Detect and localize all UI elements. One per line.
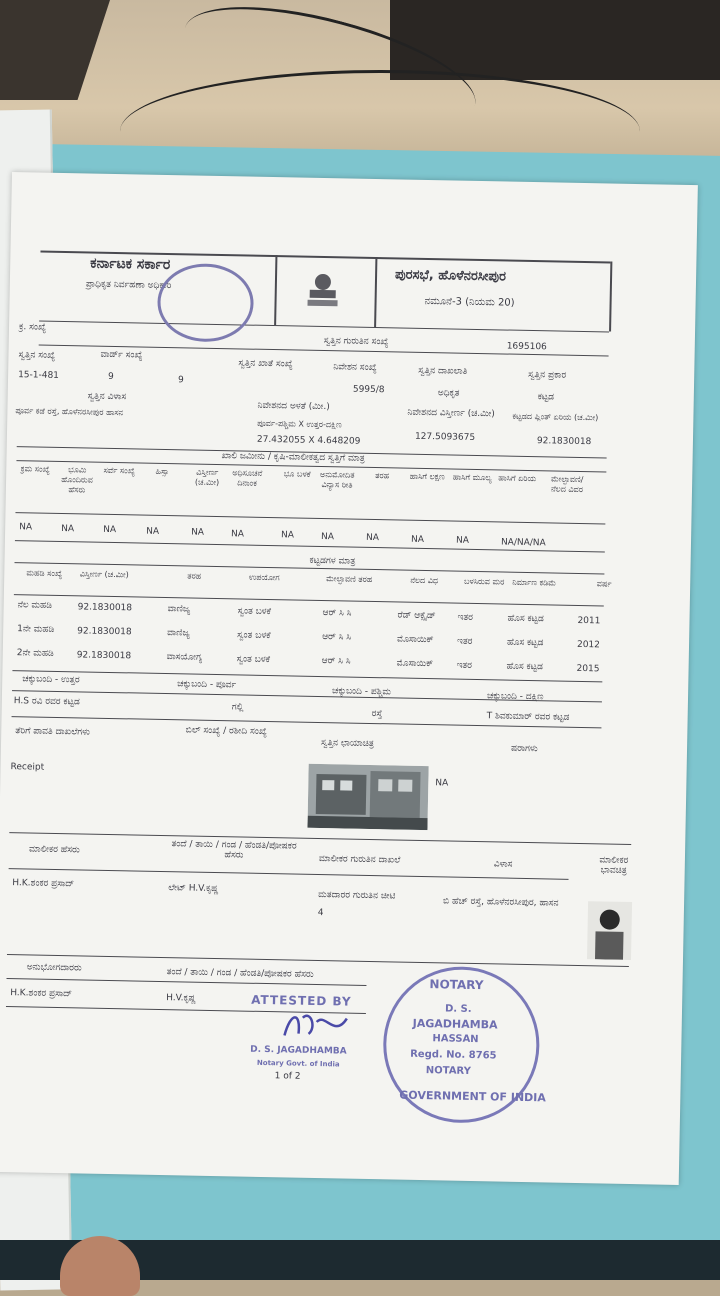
west-label: ಚಕ್ಕುಬಂದಿ - ಪಶ್ಚಿಮ (331, 686, 392, 698)
land-cell: NA (410, 534, 425, 545)
building-cell: ಆರ್ ಸಿ ಸಿ (322, 632, 352, 643)
signer-stamp: D. S. JAGADHAMBA (250, 1044, 347, 1057)
land-cell: NA (230, 528, 245, 540)
site-area-label: ನಿವೇಶನದ ವಿಸ್ತೀರ್ಣ (ಚ.ಮೀ) (407, 407, 495, 420)
owner-voter-label: ಮತದಾರರ ಗುರುತಿನ ಚೀಟಿ (318, 890, 396, 902)
property-photo-label: ಸ್ವತ್ತಿನ ಛಾಯಾಚಿತ್ರ (320, 738, 375, 750)
building-cell: 1ನೇ ಮಹಡಿ (17, 624, 55, 635)
land-cell: NA (320, 531, 335, 542)
owner-photo (587, 901, 632, 960)
owner-name: H.K.ಶಂಕರ ಪ್ರಸಾದ್ (12, 878, 75, 890)
dims-value: 27.432055 X 4.648209 (256, 434, 361, 447)
building-header-cell: ಉಪಯೋಗ (248, 572, 280, 583)
land-cell: NA (19, 522, 33, 533)
owner-address: ಬಿ ಹೆಚ್ ರಸ್ತೆ, ಹೊಳೆನರಸೀಪುರ, ಹಾಸನ (442, 896, 559, 909)
property-id: 1695106 (506, 341, 547, 353)
building-header-cell: ವರ್ಷ (596, 579, 612, 589)
sl-label: ಕ್ರ. ಸಂಖ್ಯೆ (18, 322, 47, 333)
seal-reg: Regd. No. 8765 (410, 1048, 497, 1062)
occupant-label: ಅನುಭೋಗದಾರರು (26, 962, 82, 974)
west-value: ರಸ್ತೆ (371, 709, 383, 720)
building-header-cell: ಮಹಡಿ ಸಂಖ್ಯೆ (26, 568, 63, 579)
building-cell: ಹೊಸ ಕಟ್ಟಡ (506, 637, 544, 649)
ward-value: 9 (107, 371, 114, 382)
building-cell: ಆರ್ ಸಿ ಸಿ (322, 608, 352, 619)
south-label: ಚಕ್ಕುಬಂದಿ - ದಕ್ಷಿಣ (486, 691, 544, 703)
attested-stamp: ATTESTED BY (251, 992, 352, 1009)
land-header-cell: ಭೂ ಬಳಕೆ (283, 469, 311, 479)
building-header-cell: ವಿಸ್ತೀರ್ಣ (ಚ.ಮೀ) (79, 569, 129, 580)
land-section-title: ಖಾಲಿ ಜಮೀನು / ಕೃಷಿ-ಮಾಲೀಕತ್ವದ ಸ್ವತ್ತಿಗೆ ಮಾತ್ರ (221, 451, 365, 464)
north-label: ಚಕ್ಕುಬಂದಿ - ಉತ್ತರ (22, 674, 80, 686)
remarks-label: ಷರಾಗಳು (510, 743, 538, 755)
land-header-cell: ಅನುಮೋದಿತ ವಿನ್ಯಾಸ ರೀತಿ (319, 469, 355, 490)
building-cell: 2011 (577, 615, 601, 627)
land-header-cell: ಹಾಸಿಗೆ ಮೂಲ್ಯ (452, 472, 492, 483)
address-label: ಸ್ವತ್ತಿನ ವಿಳಾಸ (87, 391, 127, 403)
east-value: ಗಲ್ಲಿ (231, 702, 244, 713)
survey-label: ನಿವೇಶನ ಸಂಖ್ಯೆ (333, 362, 377, 374)
building-cell: ವಾಣಿಜ್ಯ (167, 628, 190, 639)
building-header-cell: ತರಹ (187, 571, 202, 581)
land-cell: NA (280, 530, 295, 541)
seal-notary: NOTARY (425, 1065, 471, 1077)
seal-name1: D. S. (444, 1003, 472, 1015)
building-cell: ಇತರ (457, 612, 474, 623)
remarks-value: NA (435, 778, 449, 789)
site-area-value: 127.5093675 (414, 431, 476, 443)
occupant-name: H.K.ಶಂಕರ ಪ್ರಸಾದ್ (10, 988, 73, 1000)
land-header-cell: ಭೂಮಿ ಹೊಂದಿರುವ ಹೆಸರು (61, 465, 93, 495)
occupant-relation: H.V.ಕೃಷ್ಣ (166, 993, 197, 1004)
building-cell: ಇತರ (456, 660, 473, 671)
khata-label: ಸ್ವತ್ತಿನ ಖಾತೆ ಸಂಖ್ಯೆ (238, 358, 293, 370)
page-number: 1 of 2 (274, 1071, 301, 1082)
property-no-label: ಸ್ವತ್ತಿನ ಸಂಖ್ಯೆ (18, 350, 56, 361)
land-header-cell: ವಿಸ್ತೀರ್ಣ (ಚ.ಮೀ) (194, 467, 220, 488)
land-cell: NA (103, 524, 117, 536)
municipality-title: ಪುರಸಭೆ, ಹೊಳೆನರಸೀಪುರ (394, 267, 507, 285)
owner-relation-label: ತಂದೆ / ತಾಯಿ / ಗಂಡ / ಹೆಂಡತಿ/ಪೋಷಕರ ಹೆಸರು (171, 839, 297, 861)
building-header-cell: ನಿರ್ಮಾಣ ಕಡಿಮೆ (512, 577, 557, 588)
form-number: ನಮೂನೆ-3 (ನಿಯಮ 20) (424, 295, 515, 309)
building-cell: ನೆಲ ಮಹಡಿ (17, 600, 53, 611)
east-label: ಚಕ್ಕುಬಂದಿ - ಪೂರ್ವ (177, 679, 237, 691)
receipt-value: Receipt (10, 762, 45, 773)
building-cell: ಹೊಸ ಕಟ್ಟಡ (507, 613, 544, 625)
land-header-cell: ಸರ್ವೆ ಸಂಖ್ಯೆ (103, 465, 136, 476)
receipt-label: ಬಿಲ್ ಸಂಖ್ಯೆ / ರಶೀದಿ ಸಂಖ್ಯೆ (185, 725, 268, 737)
survey-value: 5995/8 (352, 384, 385, 396)
building-cell: 2ನೇ ಮಹಡಿ (16, 648, 54, 659)
south-value: T ಶಿವಕುಮಾರ್ ರವರ ಕಟ್ಟಡ (486, 711, 570, 723)
building-cell: ರೆಡ್ ಆಕ್ಸೈಡ್ (397, 610, 436, 622)
building-cell: ಮೊಸಾಯಿಕ್ (397, 634, 434, 646)
owner-name-label: ಮಾಲೀಕರ ಹೆಸರು (28, 844, 80, 856)
emblem-icon (297, 264, 348, 313)
owner-id-label: ಮಾಲೀಕರ ಗುರುತಿನ ದಾಖಲೆ (318, 854, 401, 866)
dims-label: ನಿವೇಶನದ ಅಳತೆ (ಮೀ.) (257, 400, 330, 413)
tax-docs-label: ತೆರಿಗೆ ಪಾವತಿ ದಾಖಲೆಗಳು (15, 726, 91, 738)
type-label: ಸ್ವತ್ತಿನ ಪ್ರಕಾರ (528, 369, 567, 381)
north-value: H.S ರವಿ ರವರ ಕಟ್ಟಡ (13, 696, 80, 708)
building-cell: ವಾಣಿಜ್ಯ (167, 604, 191, 615)
seal-top-text: NOTARY (429, 977, 484, 993)
building-cell: ಸ್ವಂತ ಬಳಕೆ (237, 606, 272, 617)
building-cell: ಇತರ (456, 636, 473, 647)
owner-photo-label: ಮಾಲೀಕರ ಭಾವಚಿತ್ರ (599, 855, 629, 876)
building-cell: 92.1830018 (77, 625, 132, 637)
built-area-label: ಕಟ್ಟಡದ ಪ್ಲಿಂತ್ ಏರಿಯ (ಚ.ಮೀ) (512, 411, 599, 423)
building-cell: ವಾಸಯೋಗ್ಯ (166, 652, 203, 663)
land-cell: NA (61, 523, 75, 534)
property-photo (307, 764, 428, 830)
status-label: ಸ್ವತ್ತಿನ ದಾಖಲಾತಿ (418, 365, 468, 377)
property-form (10, 251, 670, 1105)
land-header-cell: ಮೇಲ್ಛಾವಣಿ/ನೆಲದ ವಿವರ (550, 474, 584, 495)
land-header-cell: ಅಧಿಸೂಚನೆ ದಿನಾಂಕ (232, 468, 263, 488)
land-header-cell: ಕ್ರಮ ಸಂಖ್ಯೆ (20, 464, 50, 474)
building-cell: ಆರ್ ಸಿ ಸಿ (321, 656, 351, 667)
status-value: ಅಧಿಕೃತ (437, 388, 460, 399)
building-cell: ಸ್ವಂತ ಬಳಕೆ (236, 654, 271, 665)
land-cell: NA (455, 535, 469, 546)
built-area-value: 92.1830018 (536, 436, 592, 448)
signature (280, 1007, 351, 1042)
land-header-cell: ತರಹ (375, 471, 390, 481)
address-value: ಪೂರ್ವ ಕಡೆ ರಸ್ತೆ, ಹೊಳೆನರಸೀಪುರ ಹಾಸನ (15, 406, 124, 418)
building-header-cell: ಬಳಸಿರುವ ಮರ (463, 576, 505, 587)
building-header-cell: ಮೇಲ್ಛಾವಣಿ ತರಹ (326, 574, 373, 584)
land-header-cell: ಹಾಸಿಗೆ ಏರಿಯ (498, 473, 537, 484)
desk-object-left (0, 0, 110, 100)
type-value: ಕಟ್ಟಡ (537, 392, 555, 403)
building-cell: 92.1830018 (76, 649, 132, 661)
govt-title: ಕರ್ನಾಟಕ ಸರ್ಕಾರ (90, 255, 171, 274)
building-section-title: ಕಟ್ಟಡಗಳ ಮಾತ್ರ (309, 555, 356, 567)
building-cell: ಮೊಸಾಯಿಕ್ (396, 658, 434, 670)
land-header-cell: ಹಿಸ್ಸಾ (155, 466, 170, 477)
ward-label: ವಾರ್ಡ್ ಸಂಖ್ಯೆ (100, 349, 143, 361)
owner-relation: ಲೇಟ್ H.V.ಕೃಷ್ಣ (168, 883, 219, 895)
building-cell: 2012 (576, 639, 601, 651)
land-cell: NA/NA/NA (500, 536, 546, 548)
owner-address-label: ವಿಳಾಸ (493, 859, 513, 870)
building-cell: ಸ್ವಂತ ಬಳಕೆ (237, 630, 271, 641)
notary-seal (382, 965, 546, 1124)
authority-text: ಪ್ರಾಧಿಕೃತ ನಿರ್ವಹಣಾ ಅಧಿಕಾರಿ (85, 279, 172, 292)
property-no: 15-1-481 (18, 370, 60, 381)
seal-name2: JAGADHAMBA (412, 1016, 498, 1032)
land-cell: NA (191, 527, 205, 538)
municipal-seal (157, 263, 254, 343)
document-page (0, 172, 698, 1185)
seal-bottom-text: GOVERNMENT OF INDIA (399, 1088, 546, 1105)
building-header-cell: ನೆಲದ ವಿಧ (410, 575, 439, 586)
land-header-cell: ಹಾಸಿಗೆ ಲಕ್ಷಣ (409, 471, 445, 482)
land-cell: NA (365, 532, 380, 544)
land-cell: NA (146, 526, 160, 537)
building-cell: ಹೊಸ ಕಟ್ಟಡ (506, 661, 543, 673)
building-cell: 2015 (576, 663, 600, 675)
dims-sub: ಪೂರ್ವ-ಪಶ್ಚಿಮ X ಉತ್ತರ-ದಕ್ಷಿಣ (257, 418, 342, 430)
seal-city: HASSAN (432, 1033, 479, 1046)
building-cell: 92.1830018 (77, 601, 133, 613)
occupant-relation-label: ತಂದೆ / ತಾಯಿ / ಗಂಡ / ಹೆಂಡತಿ/ಪೋಷಕರ ಹೆಸರು (166, 967, 314, 980)
signer-sub: Notary Govt. of India (256, 1058, 340, 1069)
property-id-label: ಸ್ವತ್ತಿನ ಗುರುತಿನ ಸಂಖ್ಯೆ (323, 336, 389, 348)
owner-voter-value: 4 (317, 908, 324, 919)
ward-name: 9 (177, 375, 184, 386)
